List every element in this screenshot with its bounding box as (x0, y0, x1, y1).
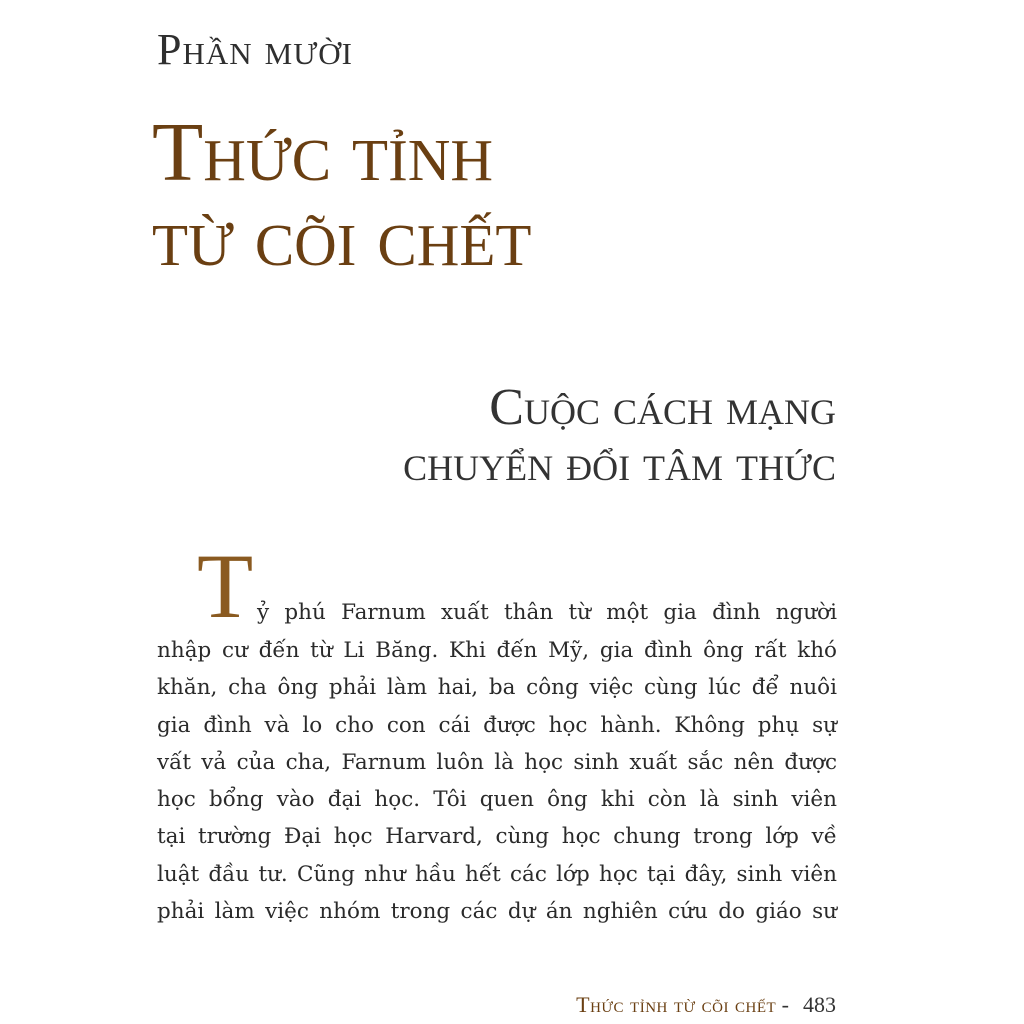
body-line-text: tại trường Đại học Harvard, cùng học chung trong lớp về (157, 824, 837, 850)
body-line (157, 632, 837, 669)
body-line-text: nhập cư đến từ Li Băng. Khi đến Mỹ, gia đình ông rất khó (157, 638, 837, 663)
body-line (157, 856, 837, 893)
chapter-title-line-1: Thức tỉnh (152, 106, 493, 199)
body-line-text: gia đình và lo cho con cái được học hành. Không phụ sự (157, 712, 837, 738)
body-line (157, 669, 837, 706)
body-line (157, 744, 837, 781)
body-line-text: khăn, cha ông phải làm hai, ba công việc cùng lúc để nuôi (157, 675, 837, 701)
body-first-line (257, 594, 837, 631)
page-number: 483 (803, 992, 836, 1017)
body-line-text: ỷ phú Farnum xuất thân từ một gia đình người (257, 600, 837, 625)
body-line-text: phải làm việc nhóm trong các dự án nghiên cứu do giáo sư (157, 899, 837, 925)
body-line (257, 594, 837, 631)
chapter-title-line-2: từ cõi chết (152, 191, 532, 284)
body-line (157, 893, 837, 930)
footer-separator: - (776, 992, 789, 1017)
section-title-line-2: chuyển đổi tâm thức (403, 435, 836, 492)
body-line (157, 781, 837, 818)
body-line-text: học bổng vào đại học. Tôi quen ông khi còn là sinh viên (157, 787, 837, 813)
body-line (157, 707, 837, 744)
drop-cap: T (197, 535, 254, 637)
section-title (276, 380, 836, 492)
body-line-text: luật đầu tư. Cũng như hầu hết các lớp học tại đây, sinh viên (157, 861, 837, 887)
running-title: Thức tỉnh từ cõi chết (576, 992, 777, 1017)
body-line (157, 818, 837, 855)
chapter-title (152, 106, 532, 284)
section-title-line-1: Cuộc cách mạng (489, 379, 836, 436)
page-footer (576, 992, 836, 1018)
part-label: Phần mười (157, 25, 353, 74)
body-line-text: vất vả của cha, Farnum luôn là học sinh xuất sắc nên được (157, 749, 837, 775)
body-paragraph (157, 632, 837, 930)
